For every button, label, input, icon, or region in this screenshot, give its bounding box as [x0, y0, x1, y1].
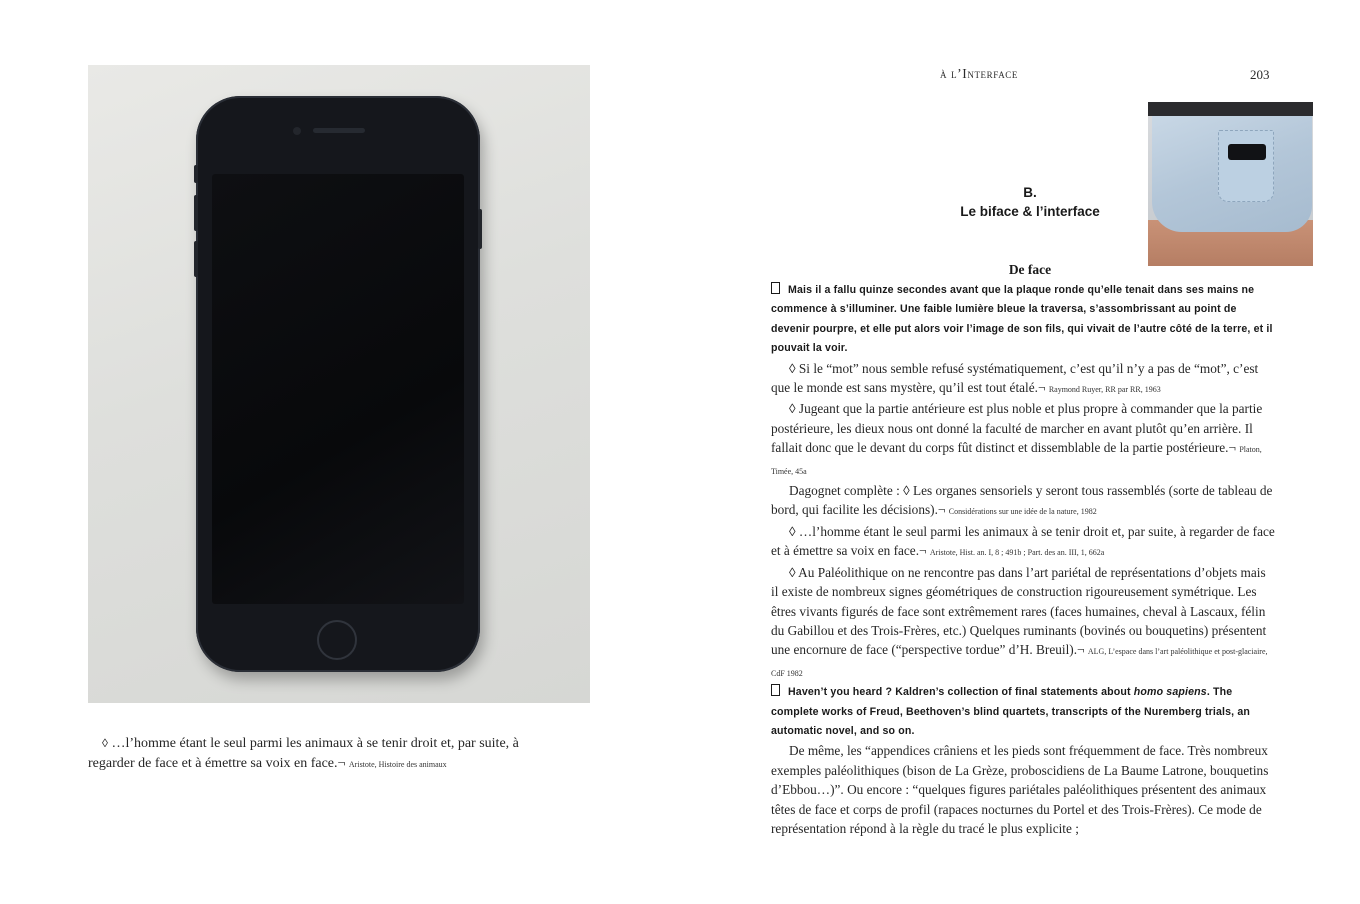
- back-pocket: [1218, 130, 1274, 202]
- square-mark: [771, 684, 780, 696]
- paragraph-text: Mais il a fallu quinze secondes avant que la plaque ronde qu’elle tenait dans ses mains ne commence à s’illuminer. Une faible lumière bleue la traversa, s’assombrissant au point de devenir pourpre, et elle put alors voir l’image de son fils, qui vivait de l’autre côté de la terre, et il pouvait la voir.: [771, 284, 1273, 355]
- quote-reference: ALG, L’espace dans l’art paléolithique et post-glaciaire, CdF 1982: [771, 647, 1268, 678]
- section-title: Le biface & l’interface: [960, 204, 1100, 219]
- running-head: à l’Interface: [940, 66, 1018, 81]
- paragraph-quote: [771, 359, 1276, 400]
- diamond-mark: ◊: [789, 564, 796, 580]
- power-button: [478, 209, 482, 249]
- paragraph-quote: [771, 563, 1276, 683]
- paragraph-text: Au Paléolithique on ne rencontre pas dans l’art pariétal de représentations d’objets mais il existe de nombreux signes géométriques de construction rigoureusement symétrique. Les êtres vivants figurés de face sont extrêmement rares (faces humaines, cheval à Lascaux, félin du Gabillou et des Trois-Frères, etc.) Quelques ruminants (bovinés ou bouquetins) présentent une encornure de face (“perspective tordue” d’H. Breuil).¬: [771, 564, 1267, 658]
- diamond-mark: ◊: [789, 523, 796, 539]
- black-top: [1148, 102, 1313, 116]
- square-mark: [771, 282, 780, 294]
- diamond-mark: ◊: [789, 360, 796, 376]
- diamond-mark: ◊: [102, 736, 108, 750]
- paragraph-lead: Dagognet complète :: [789, 483, 904, 499]
- quote-reference: Platon, Timée, 45a: [771, 445, 1262, 476]
- front-camera: [293, 127, 301, 135]
- body-text: [771, 281, 1276, 838]
- phone-in-pocket: [1228, 144, 1266, 160]
- home-button: [317, 620, 357, 660]
- paragraph-quote: [771, 481, 1276, 522]
- paragraph-quote: [771, 522, 1276, 563]
- photo-caption: [88, 734, 548, 774]
- paragraph-plain: [771, 741, 1276, 838]
- paragraph-sans: [771, 281, 1276, 359]
- volume-down-button: [194, 241, 198, 277]
- paragraph-sans: [771, 683, 1276, 741]
- paragraph-quote: [771, 399, 1276, 481]
- paragraph-italic: homo sapiens: [1133, 686, 1207, 699]
- paragraph-text: De même, les “appendices crâniens et les pieds sont fréquemment de face. Très nombreux exemples paléolithiques (bison de La Grèze, proboscidiens de La Baume Latrone, bouquetins d’Ebbou…)”. Ou encore : “quelques figures pariétales paléolithiques présentent des animaux têtes de face et corps de profil (rapaces nocturnes du Portel et des Trois-Frères). Ce mode de représentation répond à la règle du tracé le plus explicite ;: [771, 743, 1269, 836]
- volume-up-button: [194, 195, 198, 231]
- quote-reference: Considérations sur une idée de la nature, 1982: [948, 507, 1097, 517]
- diamond-mark: ◊: [789, 401, 796, 417]
- earpiece-speaker: [313, 128, 365, 133]
- subheading: De face: [1008, 262, 1052, 277]
- phone-screen: [212, 174, 464, 604]
- smartphone: [196, 96, 480, 672]
- smartphone-photo: [88, 65, 590, 703]
- diamond-mark: ◊: [903, 483, 910, 499]
- mute-switch: [194, 165, 198, 183]
- paragraph-text: . The complete works of Freud, Beethoven’s blind quartets, transcripts of the Nuremberg trials, an automatic novel, and so on.: [771, 686, 1251, 737]
- paragraph-text: Les organes sensoriels y seront tous rassemblés (sorte de tableau de bord, qui facilite les décisions).¬: [771, 483, 1273, 518]
- section-label: B.: [1023, 185, 1037, 200]
- paragraph-text: Jugeant que la partie antérieure est plus noble et plus propre à commander que la partie postérieure, les dieux nous ont donné la faculté de marcher en avant plutôt qu’en arrière. Il fallait donc que le devant du corps fût distinct et dissemblable de la partie postérieure.¬: [771, 401, 1263, 456]
- denim-shorts-photo: [1148, 102, 1313, 266]
- paragraph-text: Si le “mot” nous semble refusé systématiquement, c’est qu’il n’y a pas de “mot”, c’est que le monde est sans mystère, qu’il est tout étalé.¬: [771, 360, 1259, 396]
- page-number: 203: [1250, 67, 1270, 82]
- paragraph-text: …l’homme étant le seul parmi les animaux à se tenir droit et, par suite, à regarder de face et à émettre sa voix en face.¬: [771, 523, 1275, 559]
- quote-reference: Aristote, Hist. an. I, 8 ; 491b ; Part. des an. III, 1, 662a: [929, 548, 1105, 558]
- quote-reference: Raymond Ruyer, RR par RR, 1963: [1048, 385, 1161, 395]
- caption-text: …l’homme étant le seul parmi les animaux à se tenir droit et, par suite, à regarder de face et à émettre sa voix en face.¬: [88, 736, 519, 771]
- paragraph-text: Haven’t you heard ? Kaldren’s collection of final statements about: [788, 686, 1134, 699]
- caption-reference: Aristote, Histoire des animaux: [348, 759, 447, 769]
